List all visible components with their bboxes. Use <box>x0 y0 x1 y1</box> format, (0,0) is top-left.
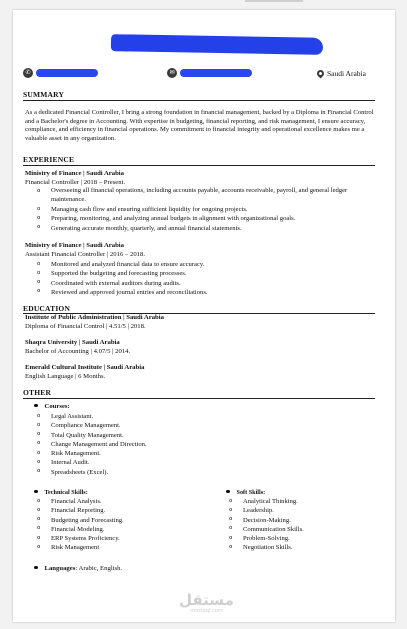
technical-skills-list <box>36 497 124 553</box>
list-item: o Coordinated with external auditors during audits. <box>36 279 368 288</box>
contact-phone <box>23 67 98 79</box>
edu-3-detail: English Language | 6 Months. <box>25 373 106 380</box>
experience-heading: EXPERIENCE <box>23 155 75 164</box>
location-text: Saudi Arabia <box>327 68 366 78</box>
list-item: o Reviewed and approved journal entries and reconciliations. <box>36 288 368 297</box>
job-1-org: Ministry of Finance | Saudi Arabia <box>25 170 125 177</box>
list-item: o Analytical Thinking. <box>228 497 304 506</box>
watermark-arabic: مستقل <box>179 591 234 609</box>
list-item: o Problem-Solving. <box>228 534 304 543</box>
courses-label: Courses: <box>34 403 70 410</box>
job-2-bullets <box>36 260 368 297</box>
other-heading: OTHER <box>23 388 52 397</box>
courses-list <box>36 412 147 477</box>
redacted-email <box>180 69 252 77</box>
bullet-dot-icon <box>34 566 38 570</box>
redacted-name <box>111 34 323 55</box>
edu-3-school: Emerald Cultural Institute | Saudi Arabia <box>25 364 145 371</box>
list-item: o Negotiation Skills. <box>228 543 304 552</box>
edu-1-detail: Diploma of Financial Control | 4.51/5 | 2018. <box>25 323 146 330</box>
list-item: o Risk Management. <box>36 449 147 458</box>
technical-skills-label: Technical Skills: <box>34 489 88 496</box>
watermark-latin: mostaql.com <box>190 608 223 614</box>
list-item: o Supported the budgeting and forecasting processes. <box>36 269 368 278</box>
experience-rule <box>23 165 375 166</box>
list-item: o Total Quality Management. <box>36 431 147 440</box>
watermark-logo <box>179 593 234 614</box>
location-pin-icon <box>316 68 326 78</box>
other-rule <box>23 398 375 399</box>
job-1-bullets <box>36 187 368 233</box>
list-item: o Leadership. <box>228 506 304 515</box>
contact-location <box>317 67 366 79</box>
list-item: o Spreadsheets (Excel). <box>36 468 147 477</box>
bullet-dot-icon <box>34 404 38 408</box>
languages-line: Languages: Arabic, English. <box>34 565 122 572</box>
list-item: o Internal Audit. <box>36 458 147 467</box>
list-item: o Managing cash flow and ensuring sufficient liquidity for ongoing projects. <box>36 205 368 214</box>
job-2-org: Ministry of Finance | Saudi Arabia <box>25 242 125 249</box>
list-item: o ERP Systems Proficiency. <box>36 534 124 543</box>
soft-skills-label: Soft Skills: <box>226 489 265 496</box>
phone-icon: ✆ <box>23 68 33 78</box>
top-strip <box>245 0 303 2</box>
list-item: o Financial Reporting. <box>36 506 124 515</box>
list-item: o Compliance Management. <box>36 421 147 430</box>
job-2-role: Assistant Financial Controller | 2016 – 2018. <box>25 251 146 258</box>
soft-skills-list <box>228 497 304 553</box>
list-item: o Change Management and Direction. <box>36 440 147 449</box>
list-item: o Legal Assistant. <box>36 412 147 421</box>
list-item: o Communication Skills. <box>228 525 304 534</box>
list-item: o Financial Modeling. <box>36 525 124 534</box>
list-item: o Overseeing all financial operations, including accounts payable, accounts receivable, payroll, and general ledger maintenance. <box>36 187 368 204</box>
list-item: o Monitored and analyzed financial data to ensure accuracy. <box>36 260 368 269</box>
summary-heading: SUMMARY <box>23 90 65 99</box>
list-item: o Risk Management <box>36 543 124 552</box>
list-item: o Financial Analysis. <box>36 497 124 506</box>
list-item: o Preparing, monitoring, and analyzing annual budgets in alignment with organizational goals. <box>36 214 368 223</box>
job-1-role: Financial Controller | 2018 – Present. <box>25 179 126 186</box>
bullet-dot-icon <box>34 490 38 494</box>
contact-email <box>167 67 252 79</box>
edu-2-school: Shaqra University | Saudi Arabia <box>25 339 120 346</box>
list-item: o Generating accurate monthly, quarterly, and annual financial statements. <box>36 224 368 233</box>
edu-1-school: Institute of Public Administration | Saudi Arabia <box>25 314 164 321</box>
bullet-dot-icon <box>226 490 230 494</box>
resume-page <box>13 10 395 622</box>
list-item: o Decision-Making. <box>228 516 304 525</box>
edu-2-detail: Bachelor of Accounting | 4.07/5 | 2014. <box>25 348 131 355</box>
redacted-phone <box>36 69 98 77</box>
summary-text: As a dedicated Financial Controller, I bring a strong foundation in financial management, backed by a Diploma in Financial Control and a Bachelor's degree in Accounting. With expertise in budgeting, financial reporting, and risk management, I ensure accuracy, compliance, and efficiency in financial operations. My commitment to financial integrity and operational excellence makes me a valuable asset in any organization. <box>25 109 374 142</box>
education-heading: EDUCATION <box>23 304 71 313</box>
email-icon: ✉ <box>167 68 177 78</box>
summary-rule <box>23 100 375 101</box>
list-item: o Budgeting and Forecasting. <box>36 516 124 525</box>
